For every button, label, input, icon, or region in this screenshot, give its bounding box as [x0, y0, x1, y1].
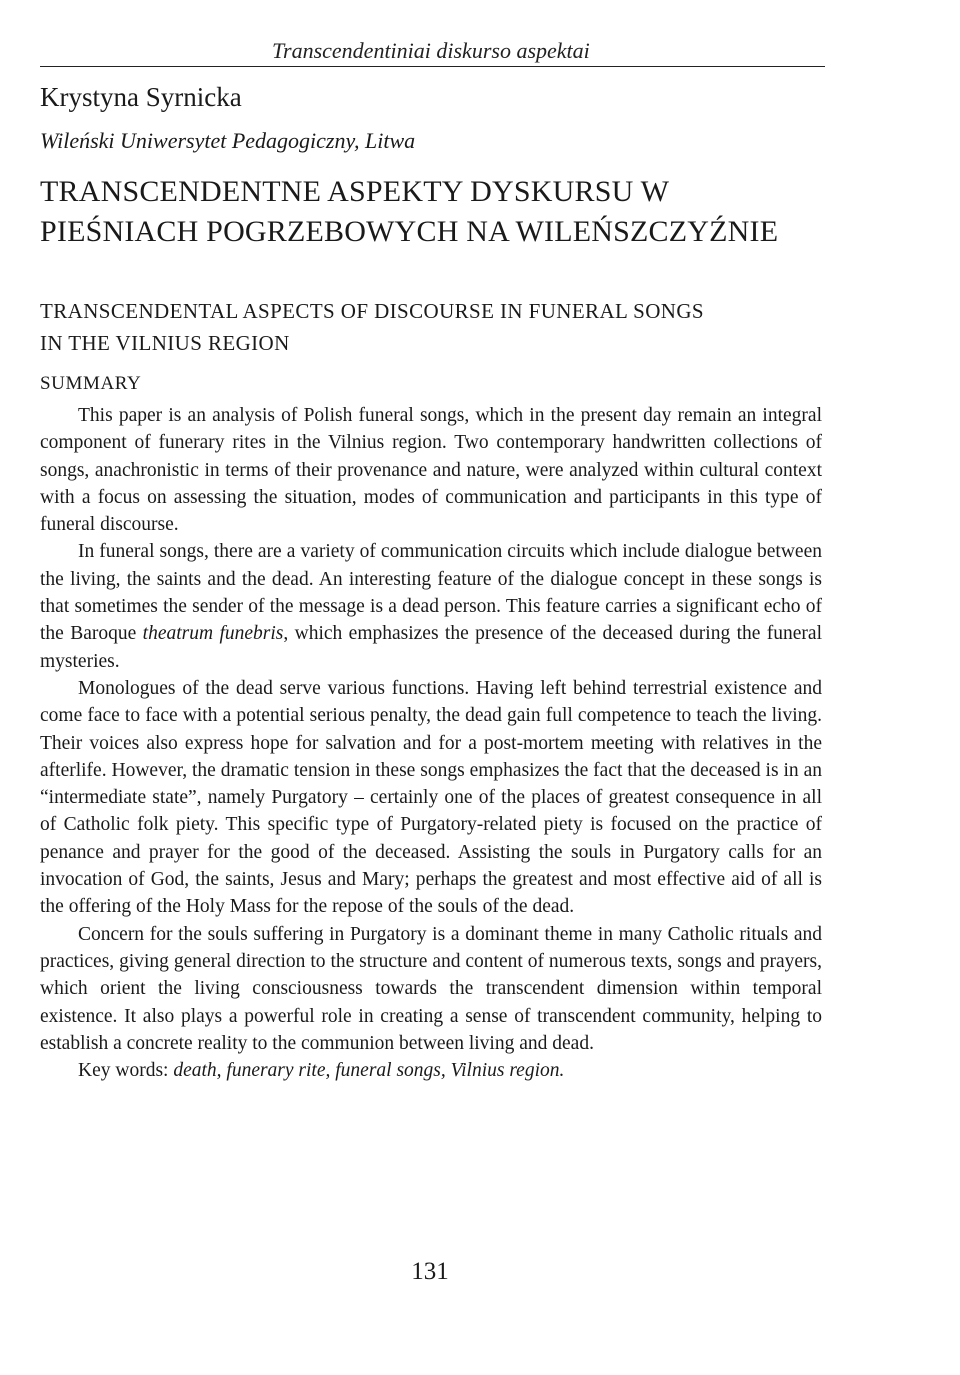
author-affiliation: Wileński Uniwersytet Pedagogiczny, Litwa	[40, 128, 416, 153]
title-polish	[40, 172, 840, 252]
header-rule	[40, 66, 825, 67]
running-header: Transcendentiniai diskurso aspektai	[272, 38, 590, 63]
paragraph-4: Concern for the souls suffering in Purgatory is a dominant theme in many Catholic rituals and practices, giving general direction to the structure and content of numerous texts, songs and prayers, which orient the living consciousness towards the transcendent dimension within temporal existence. It also plays a powerful role in creating a sense of transcendent community, helping to establish a concrete reality to the communion between living and dead.	[40, 923, 822, 1054]
page-number: 131	[411, 1258, 449, 1285]
paragraph-3: Monologues of the dead serve various functions. Having left behind terrestrial existence and come face to face with a potential serious penalty, the dead gain full competence to teach the living. Their voices also express hope for salvation and for a post-mortem meeting with relatives in the afterlife. However, the dramatic tension in these songs emphasizes the fact that the deceased is in an “intermediate state”, namely Purgatory – certainly one of the places of greatest consequence in all of Catholic folk piety. This specific type of Purgatory-related piety is focused on the practice of penance and prayer for the good of the deceased. Assisting the souls in Purgatory calls for an invocation of God, the saints, Jesus and Mary; perhaps the greatest and most effective aid of all is the offering of the Holy Mass for the repose of the souls of the dead.	[40, 677, 822, 918]
paragraph-2-text-b: , which emphasizes the presence of the deceased during the funeral mysteries.	[40, 623, 822, 672]
keywords-value: death, funerary rite, funeral songs, Vilnius region.	[173, 1060, 565, 1082]
paragraph-2	[40, 538, 822, 674]
title-polish-line-2: PIEŚNIACH POGRZEBOWYCH NA WILEŃSZCZYŹNIE	[40, 215, 779, 248]
paragraph-1: This paper is an analysis of Polish funeral songs, which in the present day remain an integral component of funerary rites in the Vilnius region. Two contemporary handwritten collections of songs, anachronistic in terms of their provenance and nature, were analyzed within cultural context with a focus on assessing the situation, modes of communication and participants in this type of funeral discourse.	[40, 405, 822, 536]
paragraph-2-emphasis: theatrum funebris	[142, 623, 284, 645]
title-polish-line-1: TRANSCENDENTNE ASPEKTY DYSKURSU W	[40, 175, 670, 208]
author-name: Krystyna Syrnicka	[40, 82, 242, 112]
title-english-line-2: IN THE VILNIUS REGION	[40, 331, 290, 355]
title-english-line-1: TRANSCENDENTAL ASPECTS OF DISCOURSE IN FUNERAL SONGS	[40, 299, 704, 323]
summary-heading: SUMMARY	[40, 373, 142, 394]
summary-body	[40, 402, 822, 1084]
keywords-label: Key words:	[78, 1060, 174, 1082]
title-english	[40, 295, 840, 359]
keywords-line	[40, 1057, 822, 1084]
paragraph-2-text-a: In funeral songs, there are a variety of communication circuits which include dialogue between the living, the saints and the dead. An interesting feature of the dialogue concept in these songs is that sometimes the sender of the message is a dead person. This feature carries a significant echo of the Baroque	[40, 541, 822, 645]
